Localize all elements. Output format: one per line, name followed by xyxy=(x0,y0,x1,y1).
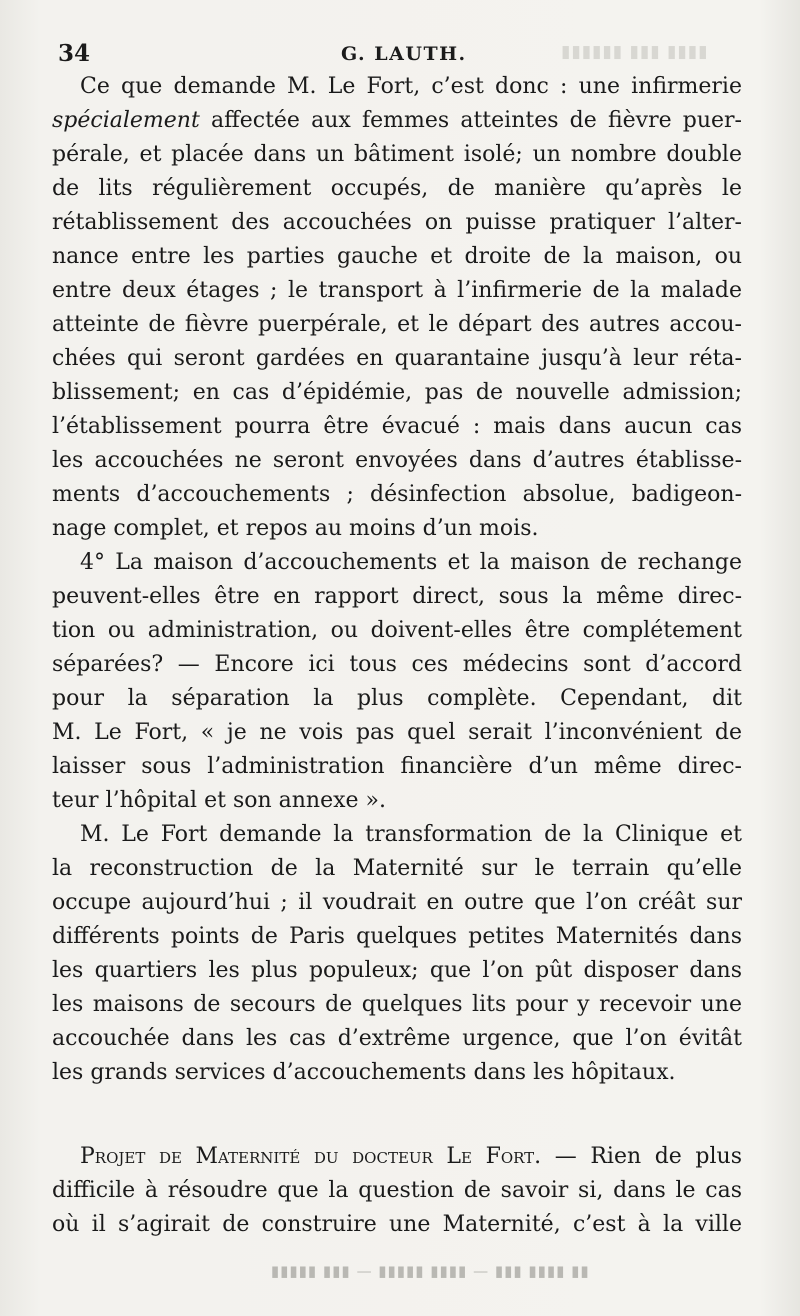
text-line: pérale, et placée dans un bâtiment isolé; un nombre double xyxy=(52,142,742,167)
text-line: difficile à résoudre que la question de savoir si, dans le cas xyxy=(52,1178,742,1203)
text-line xyxy=(52,104,742,138)
page-number: 34 xyxy=(58,40,91,67)
text-line: nance entre les parties gauche et droite de la maison, ou xyxy=(52,244,742,269)
text-line: séparées? — Encore ici tous ces médecins sont d’accord xyxy=(52,652,742,677)
text-line: la reconstruction de la Maternité sur le terrain qu’elle xyxy=(52,856,742,881)
text-line: pour la séparation la plus complète. Cependant, dit xyxy=(52,686,742,711)
show-through-footer: ▮▮ ▮▮▮▮ ▮▮▮ — ▮▮▮▮ ▮▮▮▮▮ — ▮▮▮ ▮▮▮▮▮ xyxy=(270,1262,589,1280)
text-line: chées qui seront gardées en quarantaine jusqu’à leur réta- xyxy=(52,346,742,371)
text-line: les maisons de secours de quelques lits pour y recevoir une xyxy=(52,992,742,1017)
section-heading: Projet de Maternité du docteur Le Fort. xyxy=(80,1144,542,1169)
text-line: peuvent-elles être en rapport direct, sous la même direc- xyxy=(52,584,742,609)
text-line: les grands services d’accouchements dans les hôpitaux. xyxy=(52,1060,676,1085)
emphasis-word: spécialement xyxy=(52,108,200,133)
section-heading-rest: — Rien de plus xyxy=(541,1144,742,1169)
text-line: ments d’accouchements ; désinfection absolue, badigeon- xyxy=(52,482,742,507)
text-line: les accouchées ne seront envoyées dans d’autres établisse- xyxy=(52,448,742,473)
text-line: de lits régulièrement occupés, de manière qu’après le xyxy=(52,176,742,201)
text-line: atteinte de fièvre puerpérale, et le départ des autres accou- xyxy=(52,312,742,337)
text-line: blissement; en cas d’épidémie, pas de nouvelle admission; xyxy=(52,380,742,405)
text-line: tion ou administration, ou doivent-elles être complétement xyxy=(52,618,742,643)
text-line: 4° La maison d’accouchements et la maison de rechange xyxy=(80,550,742,575)
text-line: rétablissement des accouchées on puisse pratiquer l’alter- xyxy=(52,210,742,235)
page-header xyxy=(58,40,748,70)
text-line-rest: affectée aux femmes atteintes de fièvre puer- xyxy=(199,108,742,133)
text-line: M. Le Fort demande la transformation de la Clinique et xyxy=(80,822,742,847)
text-line: différents points de Paris quelques petites Maternités dans xyxy=(52,924,742,949)
text-line: laisser sous l’administration financière d’un même direc- xyxy=(52,754,742,779)
text-line: où il s’agirait de construire une Maternité, c’est à la ville xyxy=(52,1212,742,1237)
text-line: teur l’hôpital et son annexe ». xyxy=(52,788,386,813)
running-head: G. LAUTH. xyxy=(341,43,467,65)
text-line: les quartiers les plus populeux; que l’on pût disposer dans xyxy=(52,958,742,983)
text-line: occupe aujourd’hui ; il voudrait en outre que l’on créât sur xyxy=(52,890,742,915)
text-line: M. Le Fort, « je ne vois pas quel serait l’inconvénient de xyxy=(52,720,742,745)
text-line: l’établissement pourra être évacué : mais dans aucun cas xyxy=(52,414,742,439)
text-line: accouchée dans les cas d’extrême urgence, que l’on évitât xyxy=(52,1026,742,1051)
text-line: Ce que demande M. Le Fort, c’est donc : une infirmerie xyxy=(80,74,742,99)
section-heading-line xyxy=(80,1140,742,1174)
show-through-mark: ▮▮▮▮ ▮▮▮ ▮▮▮▮▮▮ xyxy=(560,42,708,62)
text-line: entre deux étages ; le transport à l’infirmerie de la malade xyxy=(52,278,742,303)
text-line: nage complet, et repos au moins d’un mois. xyxy=(52,516,539,541)
